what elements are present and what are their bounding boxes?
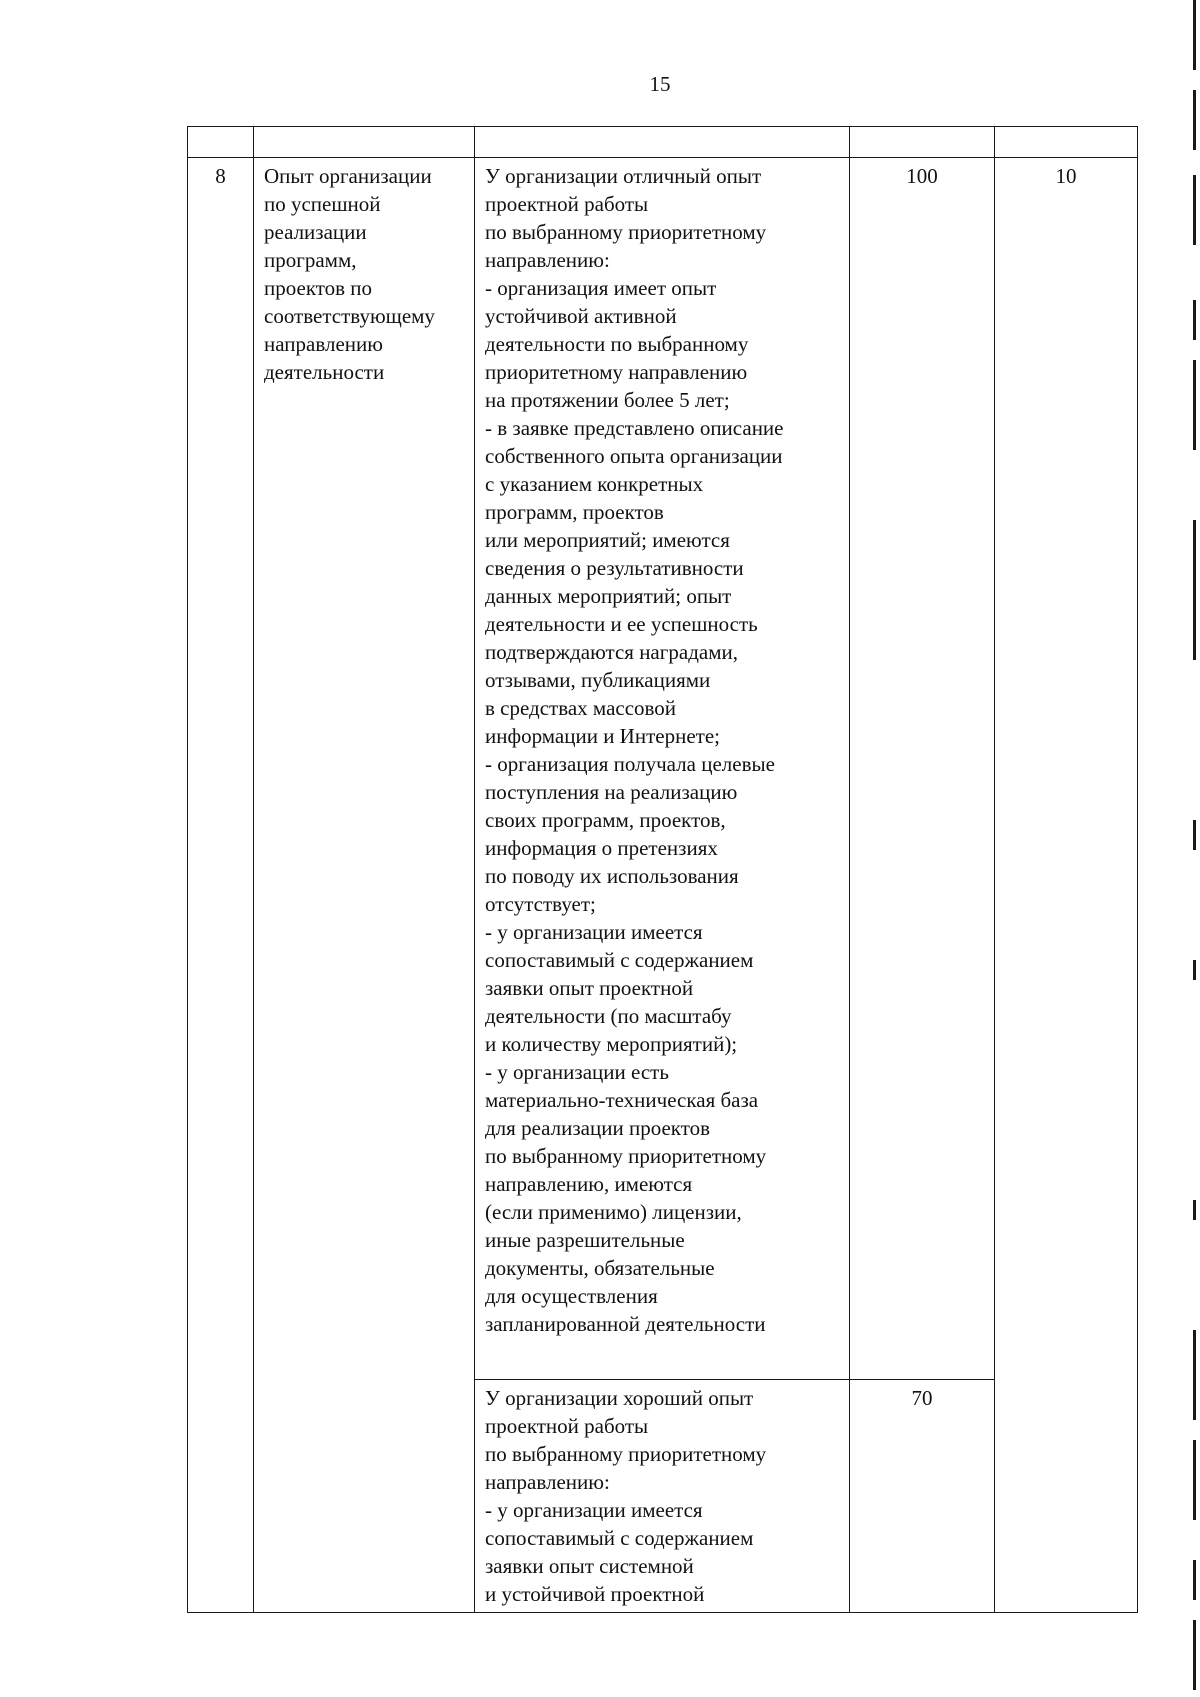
level-description: У организации хороший опыт проектной работы по выбранному приоритетному направлению: - у организации имеется сопоставимый с содержанием заявки опыт системной и устойчивой проектной xyxy=(475,1380,850,1613)
header-cell-weight xyxy=(995,127,1138,158)
level-description: У организации отличный опыт проектной работы по выбранному приоритетному направлению: - организация имеет опыт устойчивой активной деятельности по выбранному приоритетному направлению на протяжении более 5 лет; - в заявке представлено описание собственного опыта организации с указанием конкретных программ, проектов или мероприятий; имеются сведения о результативности данных мероприятий; опыт деятельности и ее успешность подтверждаются наградами, отзывами, публикациями в средствах массовой информации и Интернете; - организация получала целевые поступления на реализацию своих программ, проектов, информация о претензиях по поводу их использования отсутствует; - у организации имеется сопоставимый с содержанием заявки опыт проектной деятельности (по масштабу и количеству мероприятий); - у организации есть материально-техническая база для реализации проектов по выбранному приоритетному направлению, имеются (если применимо) лицензии, иные разрешительные документы, обязательные для осуществления запланированной деятельности xyxy=(475,158,850,1380)
header-cell-score xyxy=(850,127,995,158)
level-score: 70 xyxy=(850,1380,995,1613)
level-score: 100 xyxy=(850,158,995,1380)
header-cell-name xyxy=(254,127,475,158)
criteria-table xyxy=(187,126,1138,1613)
header-cell-description xyxy=(475,127,850,158)
criterion-name xyxy=(254,158,475,1613)
table-header-row xyxy=(188,127,1138,158)
criterion-name-text: Опыт организации по успешной реализации программ, проектов по соответствующему направлению деятельности xyxy=(264,164,435,384)
scan-edge-artifact xyxy=(1190,0,1200,1697)
criterion-number: 8 xyxy=(188,158,254,1613)
criterion-weight: 10 xyxy=(995,158,1138,1613)
header-cell-number xyxy=(188,127,254,158)
page-number: 15 xyxy=(649,72,671,96)
table-row xyxy=(188,158,1138,1380)
